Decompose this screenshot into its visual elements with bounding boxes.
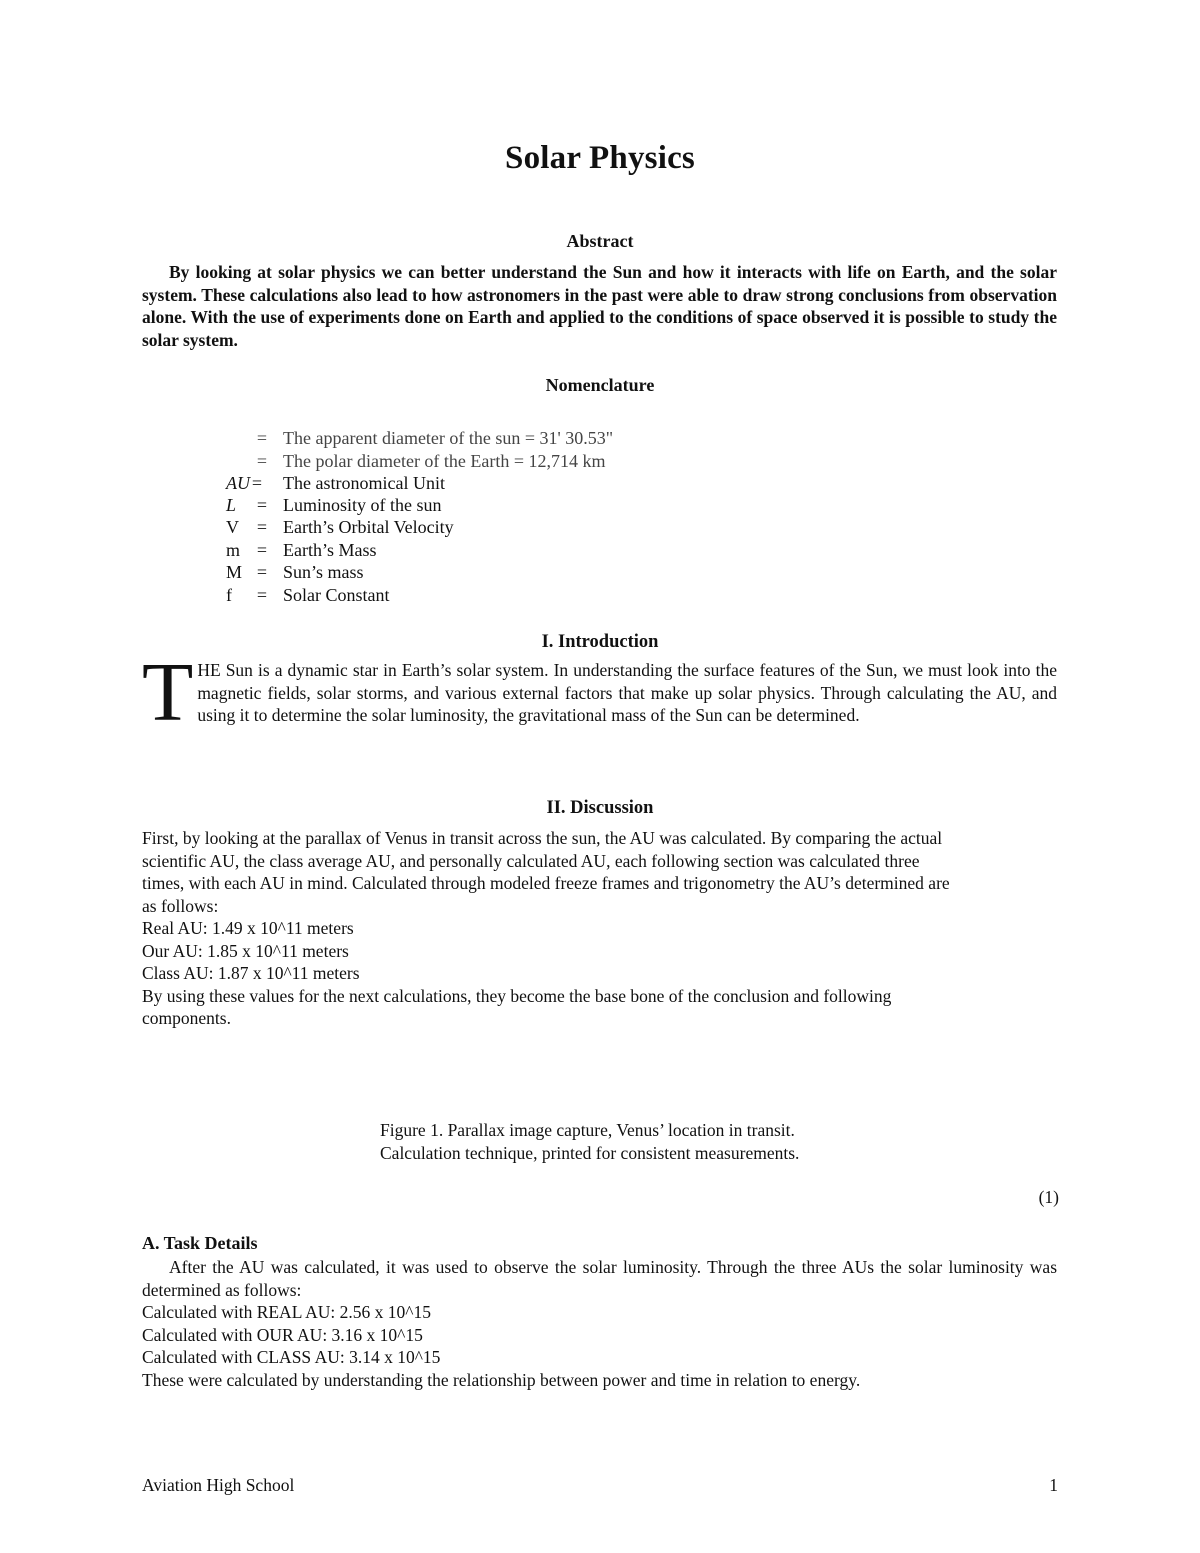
drop-cap: T — [142, 646, 194, 739]
discussion-line: Class AU: 1.87 x 10^11 meters — [142, 963, 360, 983]
nomenclature-description: Earth’s Orbital Velocity — [283, 517, 454, 537]
discussion-line: First, by looking at the parallax of Venus in transit across the sun, the AU was calculated. By comparing the actual — [142, 828, 943, 848]
discussion-body — [142, 827, 1057, 1030]
nomenclature-symbol: L — [226, 495, 237, 515]
task-details-paragraph: After the AU was calculated, it was used to observe the solar luminosity. Through the three AUs the solar luminosity was determined as follows: — [142, 1257, 1057, 1300]
introduction-body — [142, 646, 1057, 739]
figure-caption-line: Figure 1. Parallax image capture, Venus’ location in transit. — [380, 1120, 795, 1140]
nomenclature-description: The astronomical Unit — [283, 473, 445, 493]
nomenclature-heading: Nomenclature — [545, 375, 655, 395]
nomenclature-symbol: M — [226, 562, 243, 582]
nomenclature-symbol: V — [226, 517, 239, 537]
nomenclature-equals: = — [256, 495, 268, 515]
abstract-text: By looking at solar physics we can better understand the Sun and how it interacts with life on Earth, and the solar system. These calculations also lead to how astronomers in the past were able to draw strong conclusions from observation alone. With the use of experiments done on Earth and applied to the conditions of space observed it is possible to study the solar system. — [142, 262, 1057, 350]
nomenclature-description: Earth’s Mass — [283, 540, 377, 560]
introduction-heading: I. Introduction — [541, 632, 659, 652]
nomenclature-description: The polar diameter of the Earth = 12,714 km — [283, 451, 606, 471]
nomenclature-equals: = — [251, 473, 263, 493]
nomenclature-equals: = — [256, 585, 268, 605]
discussion-line: Real AU: 1.49 x 10^11 meters — [142, 918, 354, 938]
discussion-line: scientific AU, the class average AU, and personally calculated AU, each following section was calculated three — [142, 850, 920, 871]
discussion-line: as follows: — [142, 895, 219, 916]
abstract-heading: Abstract — [566, 231, 634, 251]
nomenclature-equals: = — [256, 428, 268, 448]
nomenclature-equals: = — [256, 517, 268, 537]
task-details-line: Calculated with OUR AU: 3.16 x 10^15 — [142, 1324, 423, 1345]
footer-page-number: 1 — [1049, 1475, 1058, 1495]
discussion-line: components. — [142, 1008, 231, 1028]
abstract-body — [142, 261, 1057, 351]
nomenclature-symbol: AU — [226, 473, 250, 493]
footer-school: Aviation High School — [142, 1475, 295, 1495]
introduction-text: HE Sun is a dynamic star in Earth’s solar system. In understanding the surface features of the Sun, we must look into the magnetic fields, solar storms, and various external factors that make up solar physics. Through calculating the AU, and using it to determine the solar luminosity, the gravitational mass of the Sun can be determined. — [197, 660, 1057, 725]
nomenclature-description: Luminosity of the sun — [283, 495, 442, 515]
nomenclature-description: The apparent diameter of the sun = 31' 30.53" — [283, 428, 614, 448]
paper-title: Solar Physics — [505, 140, 695, 176]
equation-number: (1) — [1038, 1187, 1059, 1207]
task-details-body — [142, 1256, 1057, 1391]
nomenclature-equals: = — [256, 451, 268, 471]
task-details-line: Calculated with REAL AU: 2.56 x 10^15 — [142, 1302, 431, 1322]
figure-caption-line: Calculation technique, printed for consistent measurements. — [380, 1142, 800, 1163]
nomenclature-description: Solar Constant — [283, 585, 390, 605]
task-details-heading: A. Task Details — [142, 1233, 258, 1253]
task-details-line: These were calculated by understanding the relationship between power and time in relation to energy. — [142, 1369, 861, 1390]
discussion-line: By using these values for the next calculations, they become the base bone of the conclusion and following — [142, 985, 892, 1006]
nomenclature-symbol: m — [226, 540, 241, 560]
nomenclature-equals: = — [256, 562, 268, 582]
discussion-heading: II. Discussion — [546, 798, 654, 818]
figure-caption — [380, 1119, 799, 1164]
nomenclature-symbol: f — [226, 585, 232, 605]
task-details-line: Calculated with CLASS AU: 3.14 x 10^15 — [142, 1347, 441, 1367]
discussion-line: times, with each AU in mind. Calculated through modeled freeze frames and trigonometry the AU’s determined are — [142, 873, 950, 893]
nomenclature-equals: = — [256, 540, 268, 560]
nomenclature-description: Sun’s mass — [283, 562, 364, 582]
discussion-line: Our AU: 1.85 x 10^11 meters — [142, 940, 349, 961]
